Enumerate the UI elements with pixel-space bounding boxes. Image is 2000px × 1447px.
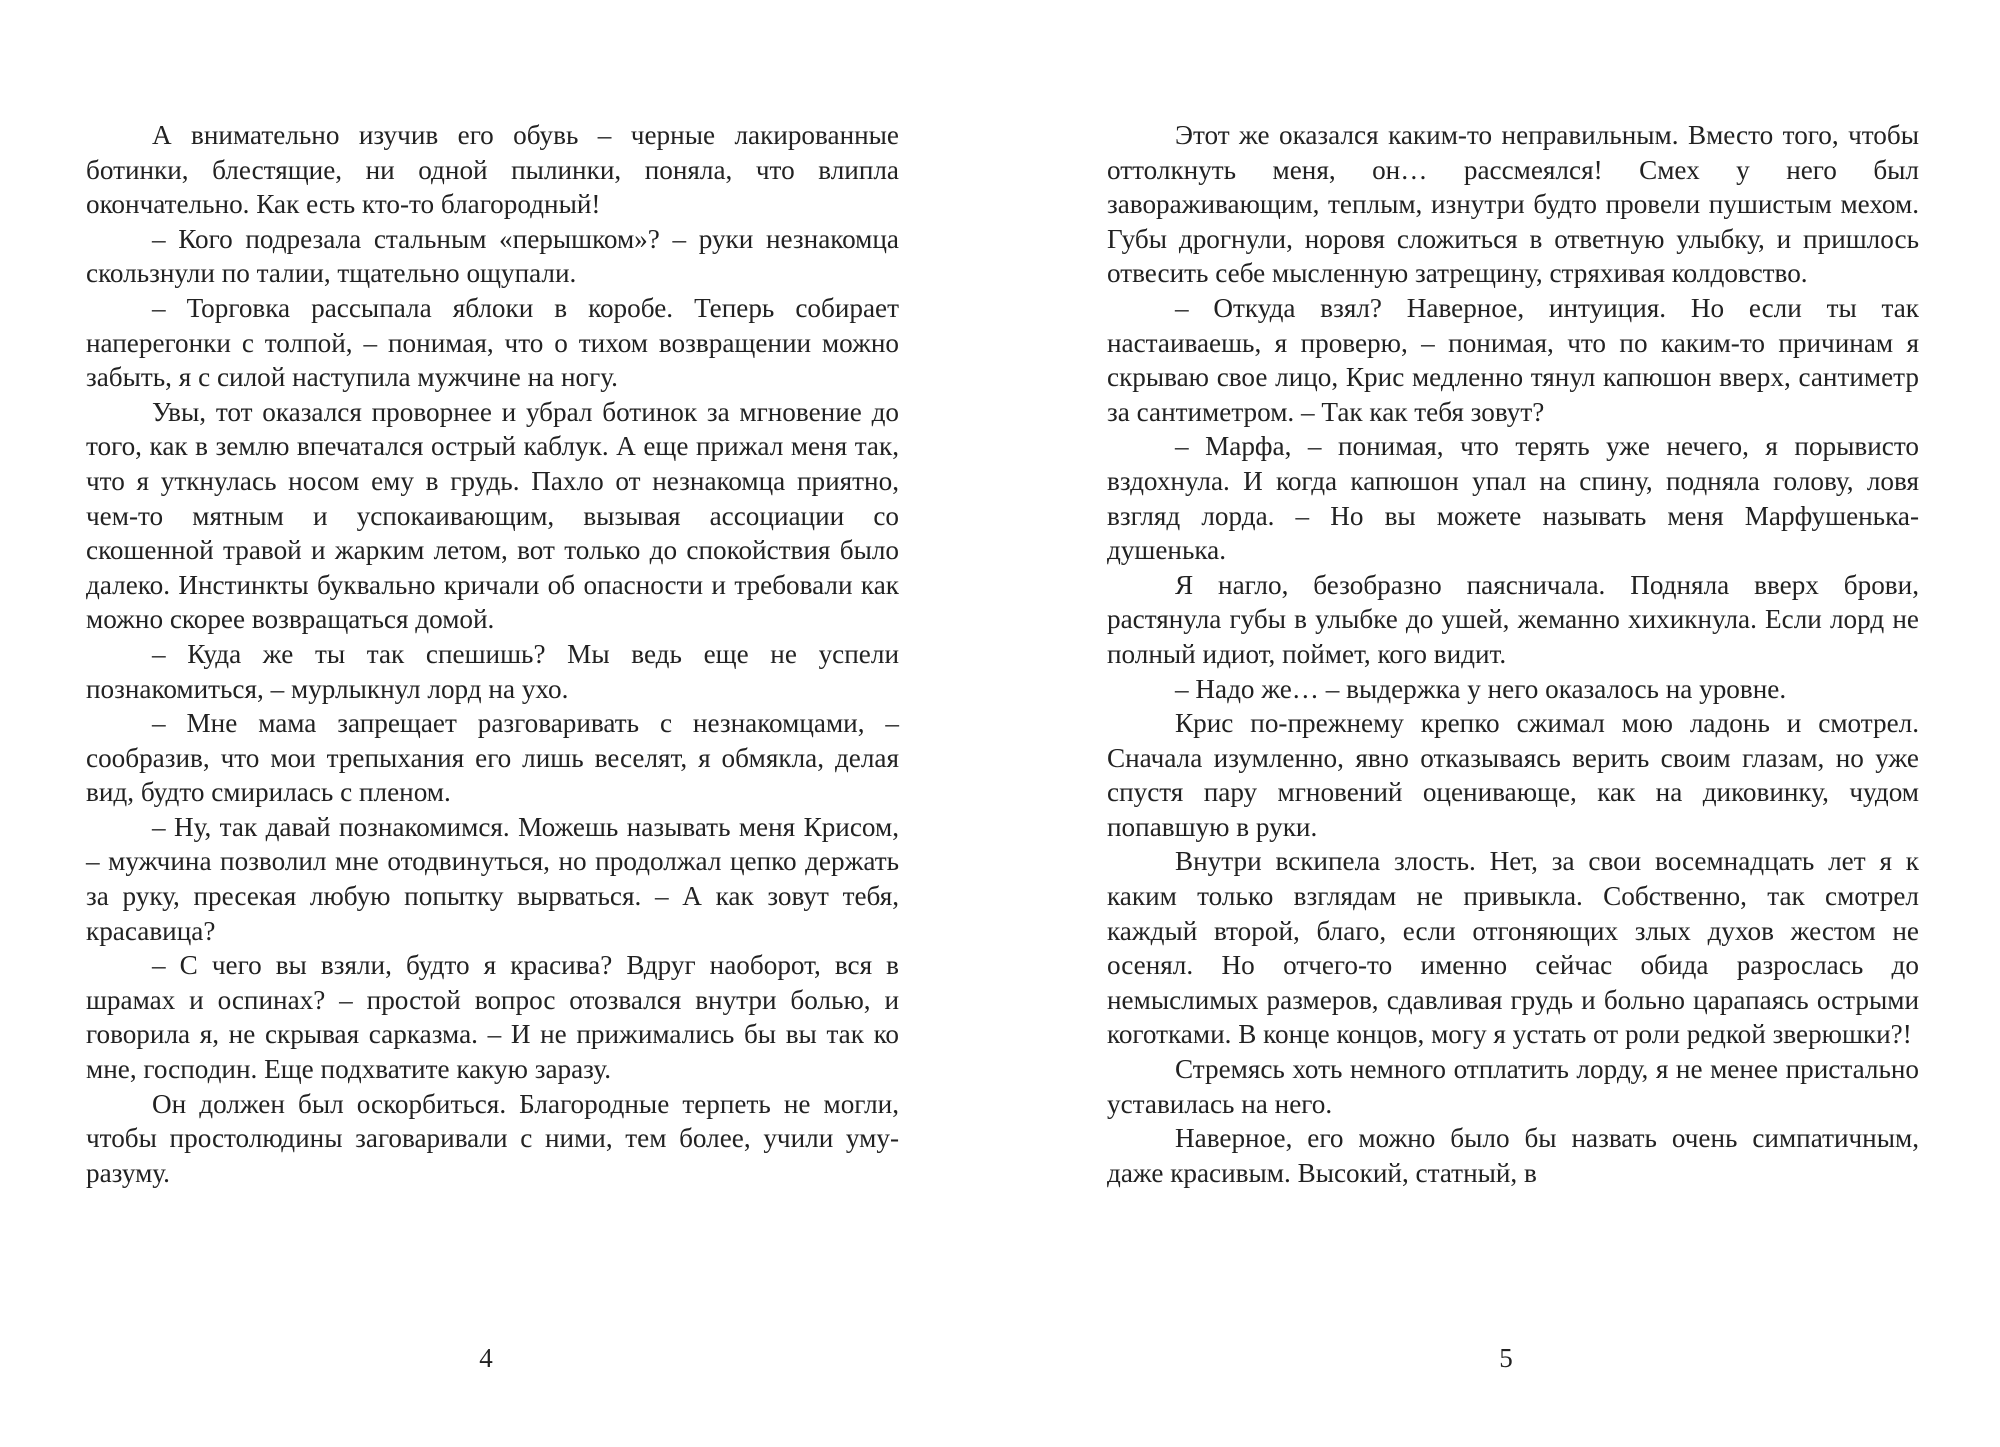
paragraph: – Ну, так давай познакомимся. Можешь называть меня Крисом, – мужчина позволил мне отодвинуться, но продолжал цепко держать за руку, пресекая любую попытку вырваться. – А как зовут тебя, красавица?: [86, 811, 899, 946]
paragraph: – Куда же ты так спешишь? Мы ведь еще не успели познакомиться, – мурлыкнул лорд на ухо.: [86, 638, 899, 704]
page-number: 4: [479, 1343, 493, 1373]
paragraph: – Торговка рассыпала яблоки в коробе. Теперь собирает наперегонки с толпой, – понимая, что о тихом возвращении можно забыть, я с силой наступила мужчине на ногу.: [86, 292, 899, 393]
right-page: [1000, 0, 2000, 1447]
paragraph: – Мне мама запрещает разговаривать с незнакомцами, – сообразив, что мои трепыхания его лишь веселят, я обмякла, делая вид, будто смирилась с пленом.: [86, 708, 899, 808]
paragraph: – Откуда взял? Наверное, интуиция. Но если ты так настаиваешь, я проверю, – понимая, что по каким-то причинам я скрываю свое лицо, Крис медленно тянул капюшон вверх, сантиметр за сантиметром. – Так как тебя зовут?: [1107, 292, 1919, 427]
paragraph: – Надо же… – выдержка у него оказалось на уровне.: [1175, 673, 1787, 704]
paragraph: Увы, тот оказался проворнее и убрал ботинок за мгновение до того, как в землю впечатался острый каблук. А еще прижал меня так, что я уткнулась носом ему в грудь. Пахло от незнакомца приятно, чем-то мятным и успокаивающим, вызывая ассоциации со скошенной травой и жарким летом, вот только до спокойствия было далеко. Инстинкты буквально кричали об опасности и требовали как можно скорее возвращаться домой.: [86, 396, 899, 635]
paragraph: Этот же оказался каким-то неправильным. Вместо того, чтобы оттолкнуть меня, он… рассмеялся! Смех у него был завораживающим, теплым, изнутри будто провели пушистым мехом. Губы дрогнули, норовя сложиться в ответную улыбку, и пришлось отвесить себе мысленную затрещину, стряхивая колдовство.: [1107, 120, 1919, 289]
page-number: 5: [1499, 1343, 1513, 1373]
paragraph: Внутри вскипела злость. Нет, за свои восемнадцать лет я к каким только взглядам не привыкла. Собственно, так смотрел каждый второй, благо, если отгоняющих злых духов жестом не осенял. Но отчего-то именно сейчас обида разрослась до немыслимых размеров, сдавливая грудь и больно царапаясь острыми коготками. В конце концов, могу я устать от роли редкой зверюшки?!: [1107, 846, 1919, 1050]
paragraph: – Марфа, – понимая, что терять уже нечего, я порывисто вздохнула. И когда капюшон упал на спину, подняла голову, ловя взгляд лорда. – Но вы можете называть меня Марфушенька-душенька.: [1107, 431, 1919, 566]
paragraph: – Кого подрезала стальным «перышком»? – руки незнакомца скользнули по талии, тщательно ощупали.: [86, 223, 899, 289]
paragraph: Стремясь хоть немного отплатить лорду, я не менее пристально уставилась на него.: [1107, 1054, 1919, 1119]
paragraph: – С чего вы взяли, будто я красива? Вдруг наоборот, вся в шрамах и оспинах? – простой вопрос отозвался внутри болью, и говорила я, не скрывая сарказма. – И не прижимались бы вы так ко мне, господин. Еще подхватите какую заразу.: [86, 950, 899, 1085]
paragraph: Крис по-прежнему крепко сжимал мою ладонь и смотрел. Сначала изумленно, явно отказываясь верить своим глазам, но уже спустя пару мгновений оценивающе, как на диковинку, чудом попавшую в руки.: [1107, 708, 1919, 842]
paragraph: Он должен был оскорбиться. Благородные терпеть не могли, чтобы простолюдины заговаривали с ними, тем более, учили уму-разуму.: [86, 1088, 899, 1188]
paragraph: Я нагло, безобразно паясничала. Подняла вверх брови, растянула губы в улыбке до ушей, жеманно хихикнула. Если лорд не полный идиот, поймет, кого видит.: [1107, 569, 1919, 669]
paragraph: Наверное, его можно было бы назвать очень симпатичным, даже красивым. Высокий, статный, в: [1107, 1123, 1919, 1188]
left-page-text: [86, 118, 899, 1190]
right-page-text: [1107, 118, 1919, 1190]
paragraph: А внимательно изучив его обувь – черные лакированные ботинки, блестящие, ни одной пылинки, поняла, что влипла окончательно. Как есть кто-то благородный!: [86, 120, 899, 220]
